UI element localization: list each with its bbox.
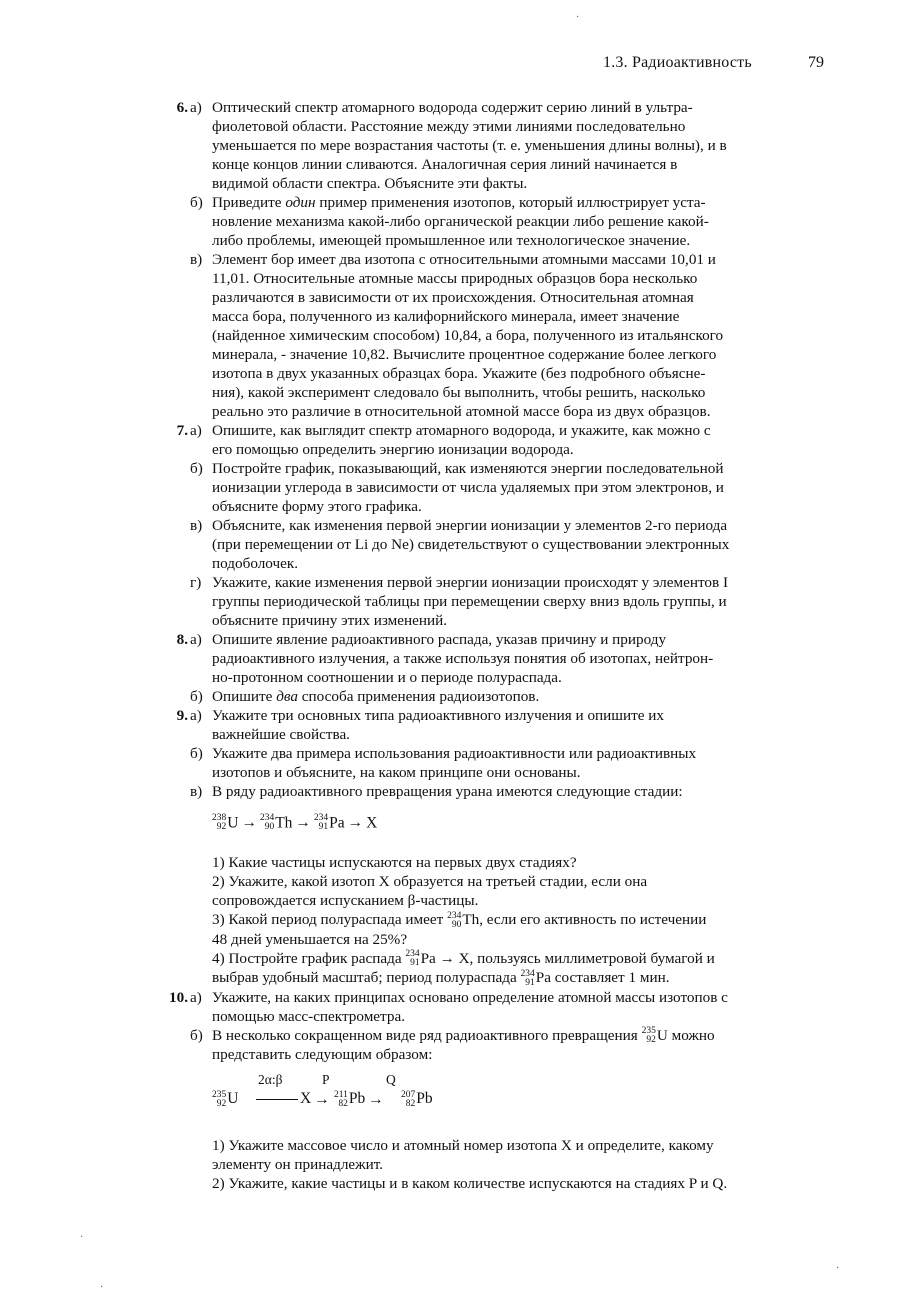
scan-speck-top: · — [576, 12, 580, 23]
mass-number: 235 — [641, 1026, 656, 1037]
isotope-indices — [334, 1091, 348, 1109]
question-7d — [0, 573, 905, 630]
text-fragment: выбрав удобный масштаб; период полураспада — [212, 969, 521, 987]
scan-speck-bottom-right: · — [836, 1263, 840, 1274]
part-label: б) — [190, 745, 203, 762]
isotope-indices — [212, 1091, 226, 1109]
stage-label: P — [322, 1072, 330, 1088]
question-8b — [0, 687, 905, 706]
text-fragment: → X, пользуясь миллиметровой бумагой и — [435, 949, 715, 967]
question-number: 10. — [169, 988, 188, 1006]
text-line: изотопа в двух указанных образцах бора. Укажите (без подробного объясне- — [212, 365, 706, 382]
question-9a — [0, 706, 905, 744]
question-number: 8. — [176, 631, 188, 648]
atomic-number: 90 — [264, 822, 275, 833]
uranium-decay-chain — [212, 810, 905, 844]
question-9b — [0, 744, 905, 782]
mass-number: 235 — [212, 1089, 227, 1100]
text-line — [212, 910, 826, 930]
element-symbol: X — [300, 1090, 312, 1108]
text-line: Укажите, какие изменения первой энергии ионизации происходят у элементов I — [212, 574, 729, 591]
text-line: Опишите, как выглядит спектр атомарного водорода, и укажите, как можно с — [212, 422, 711, 439]
text-line: сопровождается испусканием β-частицы. — [212, 892, 479, 909]
text-line: изотопов и объясните, на каком принципе они основаны. — [212, 764, 581, 781]
element-symbol: Pa — [535, 969, 551, 987]
text-line: 11,01. Относительные атомные массы природных образцов бора несколько — [212, 270, 698, 287]
part-label: в) — [190, 783, 203, 800]
text-line: важнейшие свойства. — [212, 726, 350, 743]
text-line: Элемент бор имеет два изотопа с относительными атомными массами 10,01 и — [212, 251, 716, 268]
atomic-number: 91 — [525, 977, 535, 988]
isotope-indices — [447, 912, 461, 930]
element-symbol: U — [227, 1090, 239, 1108]
emphasis: один — [285, 194, 316, 211]
text-line: 1) Какие частицы испускаются на первых двух стадиях? — [212, 854, 577, 871]
text-line — [212, 949, 826, 969]
text-line: (при перемещении от Li до Ne) свидетельствуют о существовании электронных — [212, 536, 730, 553]
atomic-number: 90 — [451, 919, 462, 930]
isotope-indices — [314, 814, 328, 832]
text-line: различаются в зависимости от их происхождения. Относительная атомная — [212, 289, 694, 306]
text-fragment: Опишите — [212, 688, 277, 705]
element-symbol: Pa — [420, 949, 436, 967]
text-line: 2) Укажите, какой изотоп X образуется на третьей стадии, если она — [212, 873, 648, 890]
question-number: 6. — [176, 99, 188, 116]
element-symbol: Th — [275, 814, 293, 832]
scan-speck-left: · — [80, 1232, 84, 1243]
text-line: помощью масс-спектрометра. — [212, 1007, 406, 1025]
element-symbol: U — [227, 814, 239, 832]
element-symbol: Pa — [329, 814, 345, 832]
text-line: но-протонном соотношении и о периоде полураспада. — [212, 669, 562, 686]
arrow-icon: → — [368, 1090, 384, 1108]
element-symbol: Th — [462, 911, 480, 928]
text-line: Опишите явление радиоактивного распада, указав причину и природу — [212, 631, 667, 648]
text-line: Постройте график, показывающий, как изменяются энергии последовательной — [212, 460, 724, 477]
text-line: либо проблемы, имеющей промышленное или технологическое значение. — [212, 232, 691, 249]
part-label: б) — [190, 194, 203, 211]
stage-label: Q — [386, 1072, 396, 1088]
atomic-number: 91 — [318, 822, 329, 833]
question-number: 9. — [176, 707, 188, 724]
part-label: г) — [190, 574, 202, 591]
page-body — [0, 98, 905, 1193]
page-number: 79 — [808, 54, 824, 71]
atomic-number: 82 — [338, 1098, 348, 1109]
isotope-pb207 — [401, 1090, 433, 1108]
part-label: а) — [190, 422, 202, 439]
question-10a — [0, 988, 905, 1026]
question-9c — [0, 782, 905, 801]
atomic-number: 92 — [646, 1035, 656, 1046]
text-line: подоболочек. — [212, 555, 299, 572]
question-6b — [0, 193, 905, 250]
stage-label: 2α:β — [258, 1072, 283, 1088]
text-line: Объясните, как изменения первой энергии ионизации у элементов 2-го периода — [212, 517, 728, 534]
text-line: масса бора, полученного из калифорнийского минерала, имеет значение — [212, 308, 680, 325]
mass-number: 234 — [520, 968, 535, 979]
part-label: б) — [190, 1026, 203, 1044]
text-line: радиоактивного излучения, а также используя понятия об изотопах, нейтрон- — [212, 650, 714, 667]
text-line: конце концов линии сливаются. Аналогичная серия линий начинается в — [212, 156, 678, 173]
question-10b-items — [0, 1136, 905, 1193]
element-symbol: Pb — [416, 1090, 433, 1108]
question-6a — [0, 98, 905, 193]
text-line: фиолетовой области. Расстояние между этими линиями последовательно — [212, 118, 686, 135]
text-line — [212, 968, 826, 988]
text-line: ния), какой эксперимент следовало бы выполнить, чтобы решить, насколько — [212, 384, 706, 401]
text-line: Укажите, на каких принципах основано определение атомной массы изотопов с — [212, 988, 728, 1006]
isotope-indices — [260, 814, 274, 832]
part-label: а) — [190, 707, 202, 724]
text-line: объясните причину этих изменений. — [212, 612, 448, 629]
section-title: 1.3. Радиоактивность — [603, 54, 752, 71]
isotope-pb211 — [334, 1090, 387, 1108]
question-8a — [0, 630, 905, 687]
text-line: Укажите три основных типа радиоактивного излучения и опишите их — [212, 707, 665, 724]
text-line: 48 дней уменьшается на 25%? — [212, 930, 408, 948]
text-fragment: пример применения изотопов, который иллюстрирует уста- — [315, 194, 706, 211]
text-line: минерала, - значение 10,82. Вычислите процентное содержание более легкого — [212, 346, 717, 363]
arrow-icon: → — [347, 814, 364, 832]
part-label: а) — [190, 988, 202, 1006]
text-fragment: 4) Постройте график распада — [212, 949, 406, 967]
emphasis: два — [276, 688, 298, 705]
text-line: объясните форму этого графика. — [212, 498, 422, 515]
part-label: в) — [190, 251, 203, 268]
text-fragment: , если его активность по истечении — [479, 911, 707, 928]
isotope-x — [300, 1090, 333, 1108]
element-symbol: Pb — [348, 1090, 366, 1108]
text-fragment: В несколько сокращенном виде ряд радиоактивного превращения — [212, 1026, 642, 1044]
page-header — [0, 54, 905, 74]
isotope-indices — [642, 1027, 656, 1045]
isotope-indices — [405, 950, 419, 968]
text-line: его помощью определить энергию ионизации водорода. — [212, 441, 574, 458]
text-line: реально это различие в относительной атомной массе бора из двух образцов. — [212, 403, 711, 420]
part-label: б) — [190, 688, 203, 705]
question-6c — [0, 250, 905, 421]
text-line: Укажите два примера использования радиоактивности или радиоактивных — [212, 745, 697, 762]
text-line — [212, 193, 826, 212]
question-number: 7. — [176, 422, 188, 439]
mass-number: 207 — [401, 1089, 416, 1100]
arrow-icon: → — [295, 814, 311, 832]
text-fragment: составляет 1 мин. — [550, 969, 670, 987]
mass-number: 238 — [212, 813, 227, 824]
question-7c — [0, 516, 905, 573]
atomic-number: 92 — [216, 1098, 227, 1109]
arrow-icon: → — [241, 814, 257, 832]
uranium-235-chain — [212, 1072, 905, 1124]
part-label: б) — [190, 460, 203, 477]
text-line: элементу он принадлежит. — [212, 1156, 384, 1174]
part-label: в) — [190, 517, 203, 534]
text-line — [212, 1026, 826, 1046]
isotope-indices — [521, 970, 535, 988]
text-fragment: способа применения радиоизотопов. — [298, 688, 540, 705]
text-line: Оптический спектр атомарного водорода содержит серию линий в ультра- — [212, 99, 693, 116]
isotope-u235 — [212, 1090, 238, 1108]
arrow-icon: → — [314, 1090, 330, 1108]
part-label: а) — [190, 99, 202, 116]
question-10b — [0, 1026, 905, 1065]
part-label: а) — [190, 631, 202, 648]
text-line: 2) Укажите, какие частицы и в каком количестве испускаются на стадиях P и Q. — [212, 1175, 728, 1193]
text-line: группы периодической таблицы при перемещении сверху вниз вдоль группы, и — [212, 593, 727, 610]
question-9c-items — [0, 853, 905, 988]
text-line: представить следующим образом: — [212, 1046, 433, 1064]
text-line: В ряду радиоактивного превращения урана имеются следующие стадии: — [212, 783, 683, 800]
mass-number: 211 — [334, 1089, 348, 1100]
text-line: новление механизма какой-либо органической реакции либо решение какой- — [212, 213, 709, 230]
isotope-indices — [401, 1091, 415, 1109]
question-7b — [0, 459, 905, 516]
text-line: 1) Укажите массовое число и атомный номер изотопа X и определите, какому — [212, 1137, 714, 1155]
reaction-line — [256, 1099, 298, 1100]
atomic-number: 92 — [216, 822, 227, 833]
mass-number: 234 — [313, 813, 329, 824]
element-symbol: X — [366, 814, 378, 832]
text-line: видимой области спектра. Объясните эти факты. — [212, 175, 528, 192]
text-fragment: Приведите — [212, 194, 286, 211]
text-line: (найденное химическим способом) 10,84, а бора, полученного из итальянского — [212, 327, 724, 344]
text-line: ионизации углерода в зависимости от числа удаляемых при этом электронов, и — [212, 479, 724, 496]
mass-number: 234 — [405, 949, 420, 960]
atomic-number: 82 — [405, 1098, 416, 1109]
question-7a — [0, 421, 905, 459]
atomic-number: 91 — [410, 958, 420, 969]
scan-speck-bottom-left: · — [100, 1282, 104, 1293]
text-line — [212, 687, 826, 706]
text-fragment: можно — [667, 1026, 715, 1044]
text-line: уменьшается по мере возрастания частоты (т. е. уменьшения длины волны), и в — [212, 137, 727, 154]
text-fragment: 3) Какой период полураспада имеет — [212, 911, 448, 928]
element-symbol: U — [656, 1026, 668, 1044]
mass-number: 234 — [259, 813, 275, 824]
mass-number: 234 — [447, 910, 462, 921]
isotope-indices — [212, 814, 226, 832]
